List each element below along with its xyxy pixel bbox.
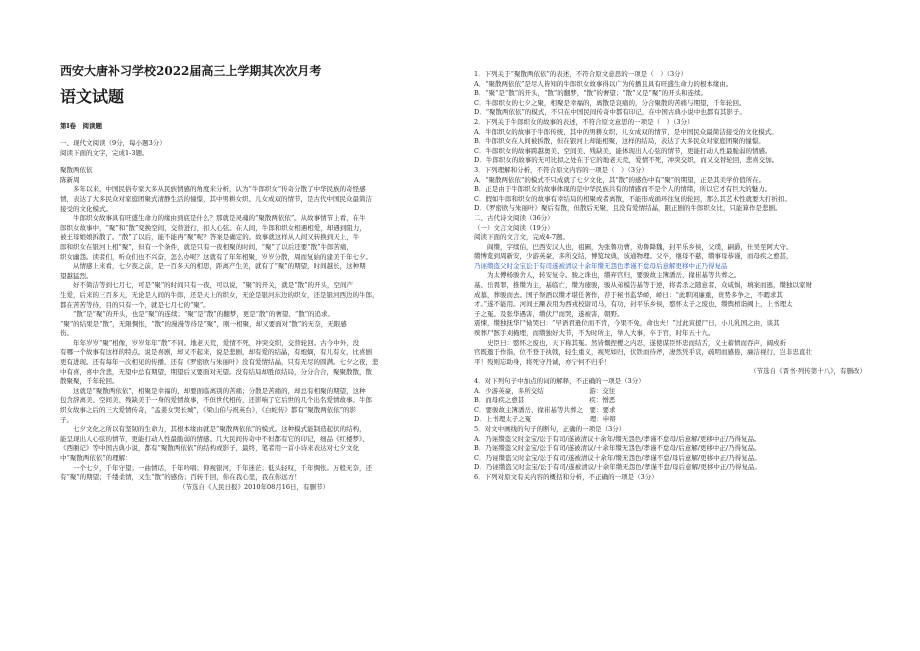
article-line: 织女故事之后的三大爱情传奇，“孟姜女哭长城”，《梁山伯与祝英台》，《白蛇传》都有“聚散两依依”的影 <box>60 406 357 415</box>
article-line: 更有进现。还有每年一次相见的传播，还有《罗密欧与朱丽叶》没有爱情结晶，只有无尽的圆满。七夕之夜，悲 <box>60 358 379 367</box>
instruction: 阅读下面的文字，完成1-3题。 <box>60 148 149 157</box>
passage-line: 才。”遂不能用。河间王颙表用为西戎校尉司马，有功，封平乐乡侯，愍怀太子之废也，缵舆棺诣阙上，上书理太 <box>474 300 793 309</box>
option-line: D．“聚散两依依”的模式，不只在中国民间传奇中都有印记，在中国古典小说中也都有其影子。 <box>474 108 746 117</box>
option-line: B．“聚”是“散”的开头，“散”的翻梦，“散”的奢望；“散”又是“聚”的开头和连续。 <box>474 89 708 98</box>
option-line: D．乃诬缵盗父时金宝/讼于有司/遂被清议/十余年缵无怨色/孝谨不怠/母后意解/更移中正/乃得复品。 <box>474 463 762 472</box>
passage-line: 殡葬尸骸手刈掩埋，而缵独好大节，不为时所主，举人大事，卒于官，时年五十九。 <box>474 329 715 338</box>
section-heading: 一、现代文阅读（9分，每小题3分） <box>60 139 166 147</box>
article-title: 聚散两依依 <box>60 166 93 175</box>
option-line: C．牛郎织女的七夕之聚，相聚是幸福的，离散是哀痛的，分合聚散的苦痛与期望，千年轮回。 <box>474 98 746 107</box>
article-line: “散”是“聚”的开头，也是“聚”的连续；“聚”是“散”的翻梦，更是“散”的奢望、“散”的追求。 <box>73 310 335 319</box>
article-line: 都在苦苦等待，目的只有一个，就是七月七的“聚”。 <box>60 300 210 309</box>
article-line: 中“聚散两依依”的理解： <box>60 454 132 462</box>
source-note: （节选自《晋书·列传第十八》，有删改） <box>750 367 866 376</box>
article-line: 接受的文化模式。 <box>60 204 112 213</box>
option-line: C．牛郎织女的故事跨越奥美、空间美、残缺美，能体现出人心弦的情节，更能打动人性最脆弱的情感。 <box>474 146 772 155</box>
subsection-heading: （一）文言文阅读（19分） <box>474 223 554 232</box>
article-line: 从情感上来看，七夕夜之前，是一百多天的相思，距离产生美，就有了“聚”的期望，时间越长，这种期 <box>73 262 366 271</box>
article-author: 陈新周 <box>60 175 80 184</box>
part-heading: 第Ⅰ卷 阅读题 <box>60 122 103 130</box>
subject-title: 语文试题 <box>60 87 125 106</box>
instruction: 阅读下面的文言文，完成4-7题。 <box>474 233 569 242</box>
passage-line: 史臣曰：愍怀之废也，天下称其冤。然皆慨捏樱之内忍，遂使谋臣怀忠而结舌，义士蓄愤而吞声，阔戍祈 <box>487 338 786 347</box>
question-stem: 1．下列关于“聚散两依依”的表述，不符合原文意思的一项是（ ）（3分） <box>474 70 688 78</box>
article-line: 织女幽怨。读者们，听众们也不兴奋，怎么办呢？这就有了年年相聚，岁岁分散，周而复始的建美千年七夕。 <box>60 252 372 261</box>
right-column <box>474 0 866 651</box>
question-stem: 6．下列对原文有关内容的概括和分析，不正确的一项是（3分） <box>474 472 658 481</box>
passage-line: 基、岳畏罪，推缵为主，基临亡，缵为瘗骏，骏从弟模告基等于逆，将者杀之随意者，众咸惧，填案而逃，缵独以家财 <box>474 281 812 290</box>
option-line: A．少游英豪，多所交结 游：交往 <box>474 386 616 395</box>
school-title: 西安大唐补习学校2022届高三上学期其次次月考 <box>60 64 322 78</box>
article-line: 一个七夕，千年守望；一曲情话，千年吟唱；仰视银河，千年迷茫；低头轻叹，千年惆怅。万般无奈，还 <box>73 463 372 472</box>
article-line: 多年以来，中国民俗专家大多从民族情感的角度来分析，认为“牛郎织女”传奇分散了中华民族的奇怪感 <box>73 185 366 194</box>
article-line: 年年岁岁“聚”相像，岁岁年年“散”不同。地老天荒，爱情不死，冲突交织，交替轮回。古今中外，没 <box>73 338 360 347</box>
option-line: C．乃诬缵盗父时金宝/讼于有司/遂被清议十余年/缵无怨色/孝谨不怠/母后意解/更移中正/乃得复品。 <box>474 453 761 462</box>
article-line: 包含辞离美、空间美、残缺美于一身的爱情故事，不但世代相传，还影响了它后世的几个出名爱情故事。牛郎 <box>60 396 372 405</box>
option-line: B．牛郎织女在人间被拆散，但在银河上却能相聚，这样的结局，表达了大多民众对家庭团聚的憧憬。 <box>474 137 765 146</box>
article-line: 这就是“聚散两依依”，相聚是幸福的，却要面临离别的苦痛；分散是苦痛的，却总有相聚的期望，这种 <box>73 386 366 395</box>
left-column <box>60 0 448 651</box>
section-heading: 二、古代诗文阅读（36分） <box>474 213 554 222</box>
passage-line: 成墓，葬骏而去。国子祭酒以缵才堪任著作，荐于秘书监华峤，峤曰：“此职闲廉重，贵势多争之，不暇求其 <box>474 290 783 299</box>
passage-line: 子之冤。及张华遇害，缵伏尸而哭，遂被害，朝野。 <box>474 309 624 318</box>
passage-line: 震悚，缵独抚华尸恸哭曰：“早语君逊位而不肯，今果不免，命也夫！”过此寅援尸日，小儿乳国之由，谈其 <box>474 319 780 328</box>
article-line: 被王母娘娘拆散了。“散”了以后，能不能再“聚”呢？答案是确定的。故事就这样从人间又转换到天上，牛 <box>60 233 360 242</box>
article-line: 能呈现出人心弦的情节，更能打动人性最脆弱的情感。几大民间传奇中不但都有它的印记，细品《红楼梦》、 <box>60 434 369 443</box>
article-line: 好不简洁等到七月七，可是“聚”的时间只有一夜，可以说，“聚”的开关，就是“散”的开头，空间产 <box>73 281 353 290</box>
passage-line: 缵博览到周新安，少游英豪，多所交结，博览坟典，该通物理。父卒，继母不慈，缵事母恭谨，而母疾之愈甚， <box>474 252 793 261</box>
question-stem: 3．下列理解和分析，不符合原文内容的一项是（ ）（3分） <box>474 165 649 174</box>
article-line: 散聚聚，千年轮回。 <box>60 377 119 386</box>
article-line: 生爱，后来的三百多天，无论是人间的牛郎，还是天上的织女，无论是银河东边的织女，还是银河西边的牛郎， <box>60 290 379 299</box>
option-line: D．牛郎织女的故事的无可比拟之处在于它的地老天荒，爱情不死，冲突交织，而又交替轮回，悲喜交加。 <box>474 156 779 165</box>
passage-line: 平！殁则忘助身，将死守丹诚，亦宁何不归乎！ <box>474 357 611 366</box>
option-line: A．牛郎织女的故事于牛郎传统，其中的男耕女织、儿女成双的情节，是中国民众最简洁接受的文化模式。 <box>474 127 778 136</box>
article-line: 郎和织女在银河上相“聚”，但有一个条件，就是只有一夜相聚的时间，“聚”了以后还要“散”牛郎苦痛， <box>60 242 353 251</box>
article-line: 郎织女故事中，“聚”和“散”变换空间，交替进行，扣人心弦。在人间，牛郎和织女相遇相爱，却遇到阻力， <box>60 223 366 232</box>
option-line: C．要骏故主簿潘岳、掾崔基等共葬之 要：要求 <box>474 405 616 414</box>
article-line: 望越猛烈。 <box>60 271 93 280</box>
article-line: 伤。 <box>60 329 73 338</box>
option-line: A．“聚散两依依”的模式不只成就了七夕文化，其“散”的感伤中有“聚”的期望，正是其美学价值所在。 <box>474 175 766 184</box>
article-line: 子。 <box>60 415 73 424</box>
option-line: B．正是由于牛郎织女的故事体现的是中华民族共有的情感而不是个人的情绪，所以它才有巨大的魅力。 <box>474 185 772 194</box>
question-stem: 2．下列关于牛郎织女的故事的表述，不符合原文意思的一项是（ ）（3分） <box>474 117 694 126</box>
option-line: A．“聚散两依依”是尽人皆知的牛郎织女故事得以广为传播且具有旺盛生命力的根本缘由。 <box>474 79 733 88</box>
article-line: 有“聚”的期望；千缕柔情，又生“散”的感伤；百转千回，你在我心里，我在你远方！ <box>60 473 301 482</box>
article-line: 有哪一个故事有这样的特点。说是喜剧，却又不起来，说是悲剧，却有爱的结晶，有炮嫡，有儿有女，比喜剧 <box>60 348 372 357</box>
option-line: A．乃诬缵盗父时金宝/讼于有司/遂被清议十余年/缵无怨色/孝谨不怠母/后意解/更移中正/乃得复品。 <box>474 434 761 443</box>
option-line: D．《罗密欧与朱丽叶》聚后有散，但散后无聚，且没有爱情结晶，跟正剧的牛郎织女比，只能算作是悲剧。 <box>474 204 782 213</box>
option-line: D．上书理太子之冤 理：申辩 <box>474 415 616 424</box>
option-line: B．而母疾之愈甚 疾：憎恶 <box>474 396 616 405</box>
question-stem: 4．对下列句子中加点的词的解释，不正确的一项是（3分） <box>474 377 645 385</box>
option-line: C．假如牛郎和织女的故事有幸结局的相聚或者离散，不能形成循环往复的轮回，那么其艺术性就要大打折扣。 <box>474 194 791 203</box>
passage-underlined-line: 乃诬缵盗父时金宝讼于有司遂被清议十余年缵无怨色孝谨不怠母后意解更移中正乃得复品 <box>474 261 728 270</box>
article-line: 牛郎织女故事具有旺盛生命力的缘由到底是什么？那就是灵魂的“聚散两依依”。从故事情节上看，在牛 <box>73 214 366 223</box>
article-line: 情，表达了大多民众对家庭团聚式清静生活的憧憬，其中男耕女织、儿女成双的情节，是古代中国民众最简洁 <box>60 194 372 203</box>
passage-line: 为太傅杨骏舍人，转安复令。骏之诛也，缵弃官归，要骏故主簿潘岳、掾崔基等共葬之。 <box>487 271 741 280</box>
article-line: 《西厢记》等中国古典小说，都有“聚散两依依”的结构或影子，最终，笔者用一首小诗来表达对七夕文化 <box>60 444 360 453</box>
article-line: 中有喜，喜中含悲，无望中总有期望，期望后又要面对无望。没有结局却胜似结局，分分合合，聚聚散散，散 <box>60 367 372 376</box>
passage-line: 阎缵，字续伯，巴西安汉人也，祖圃，为张鲁功曹，劝鲁降魏，封平乐乡侯，父璞，嗣爵，仕吴至阿大守。 <box>487 242 793 251</box>
passage-line: 官既邀于作指，位不登于执戟，轻生重义，视死如归，伏铁而待斧，凄然凭乎哀，疏明而感倦，廉洁视行，岂非忠直壮 <box>474 348 812 357</box>
source-note: （节选自《人民日报》2010年08月16日，有删节） <box>178 482 330 491</box>
article-line: “聚”的结果是“散”，无限惆怅，“散”的漫漫等待是“聚”，刚一相聚，却又要面对“散”的无奈，无限感 <box>60 319 347 328</box>
question-stem: 5．对文中画线的句子的断句，正确的一项是（3分） <box>474 424 626 433</box>
option-line: B．乃诬缵盗父时金宝/讼于有司/遂被清议/十余年缵无怨色/孝谨不怠母/后意解/更移中正/乃得复品。 <box>474 444 761 453</box>
article-line: 七夕文化之所以有坚韧的生命力，其根本缘由就是“聚散两依依”的模式。这种模式能制造起伏的结构， <box>73 425 366 434</box>
